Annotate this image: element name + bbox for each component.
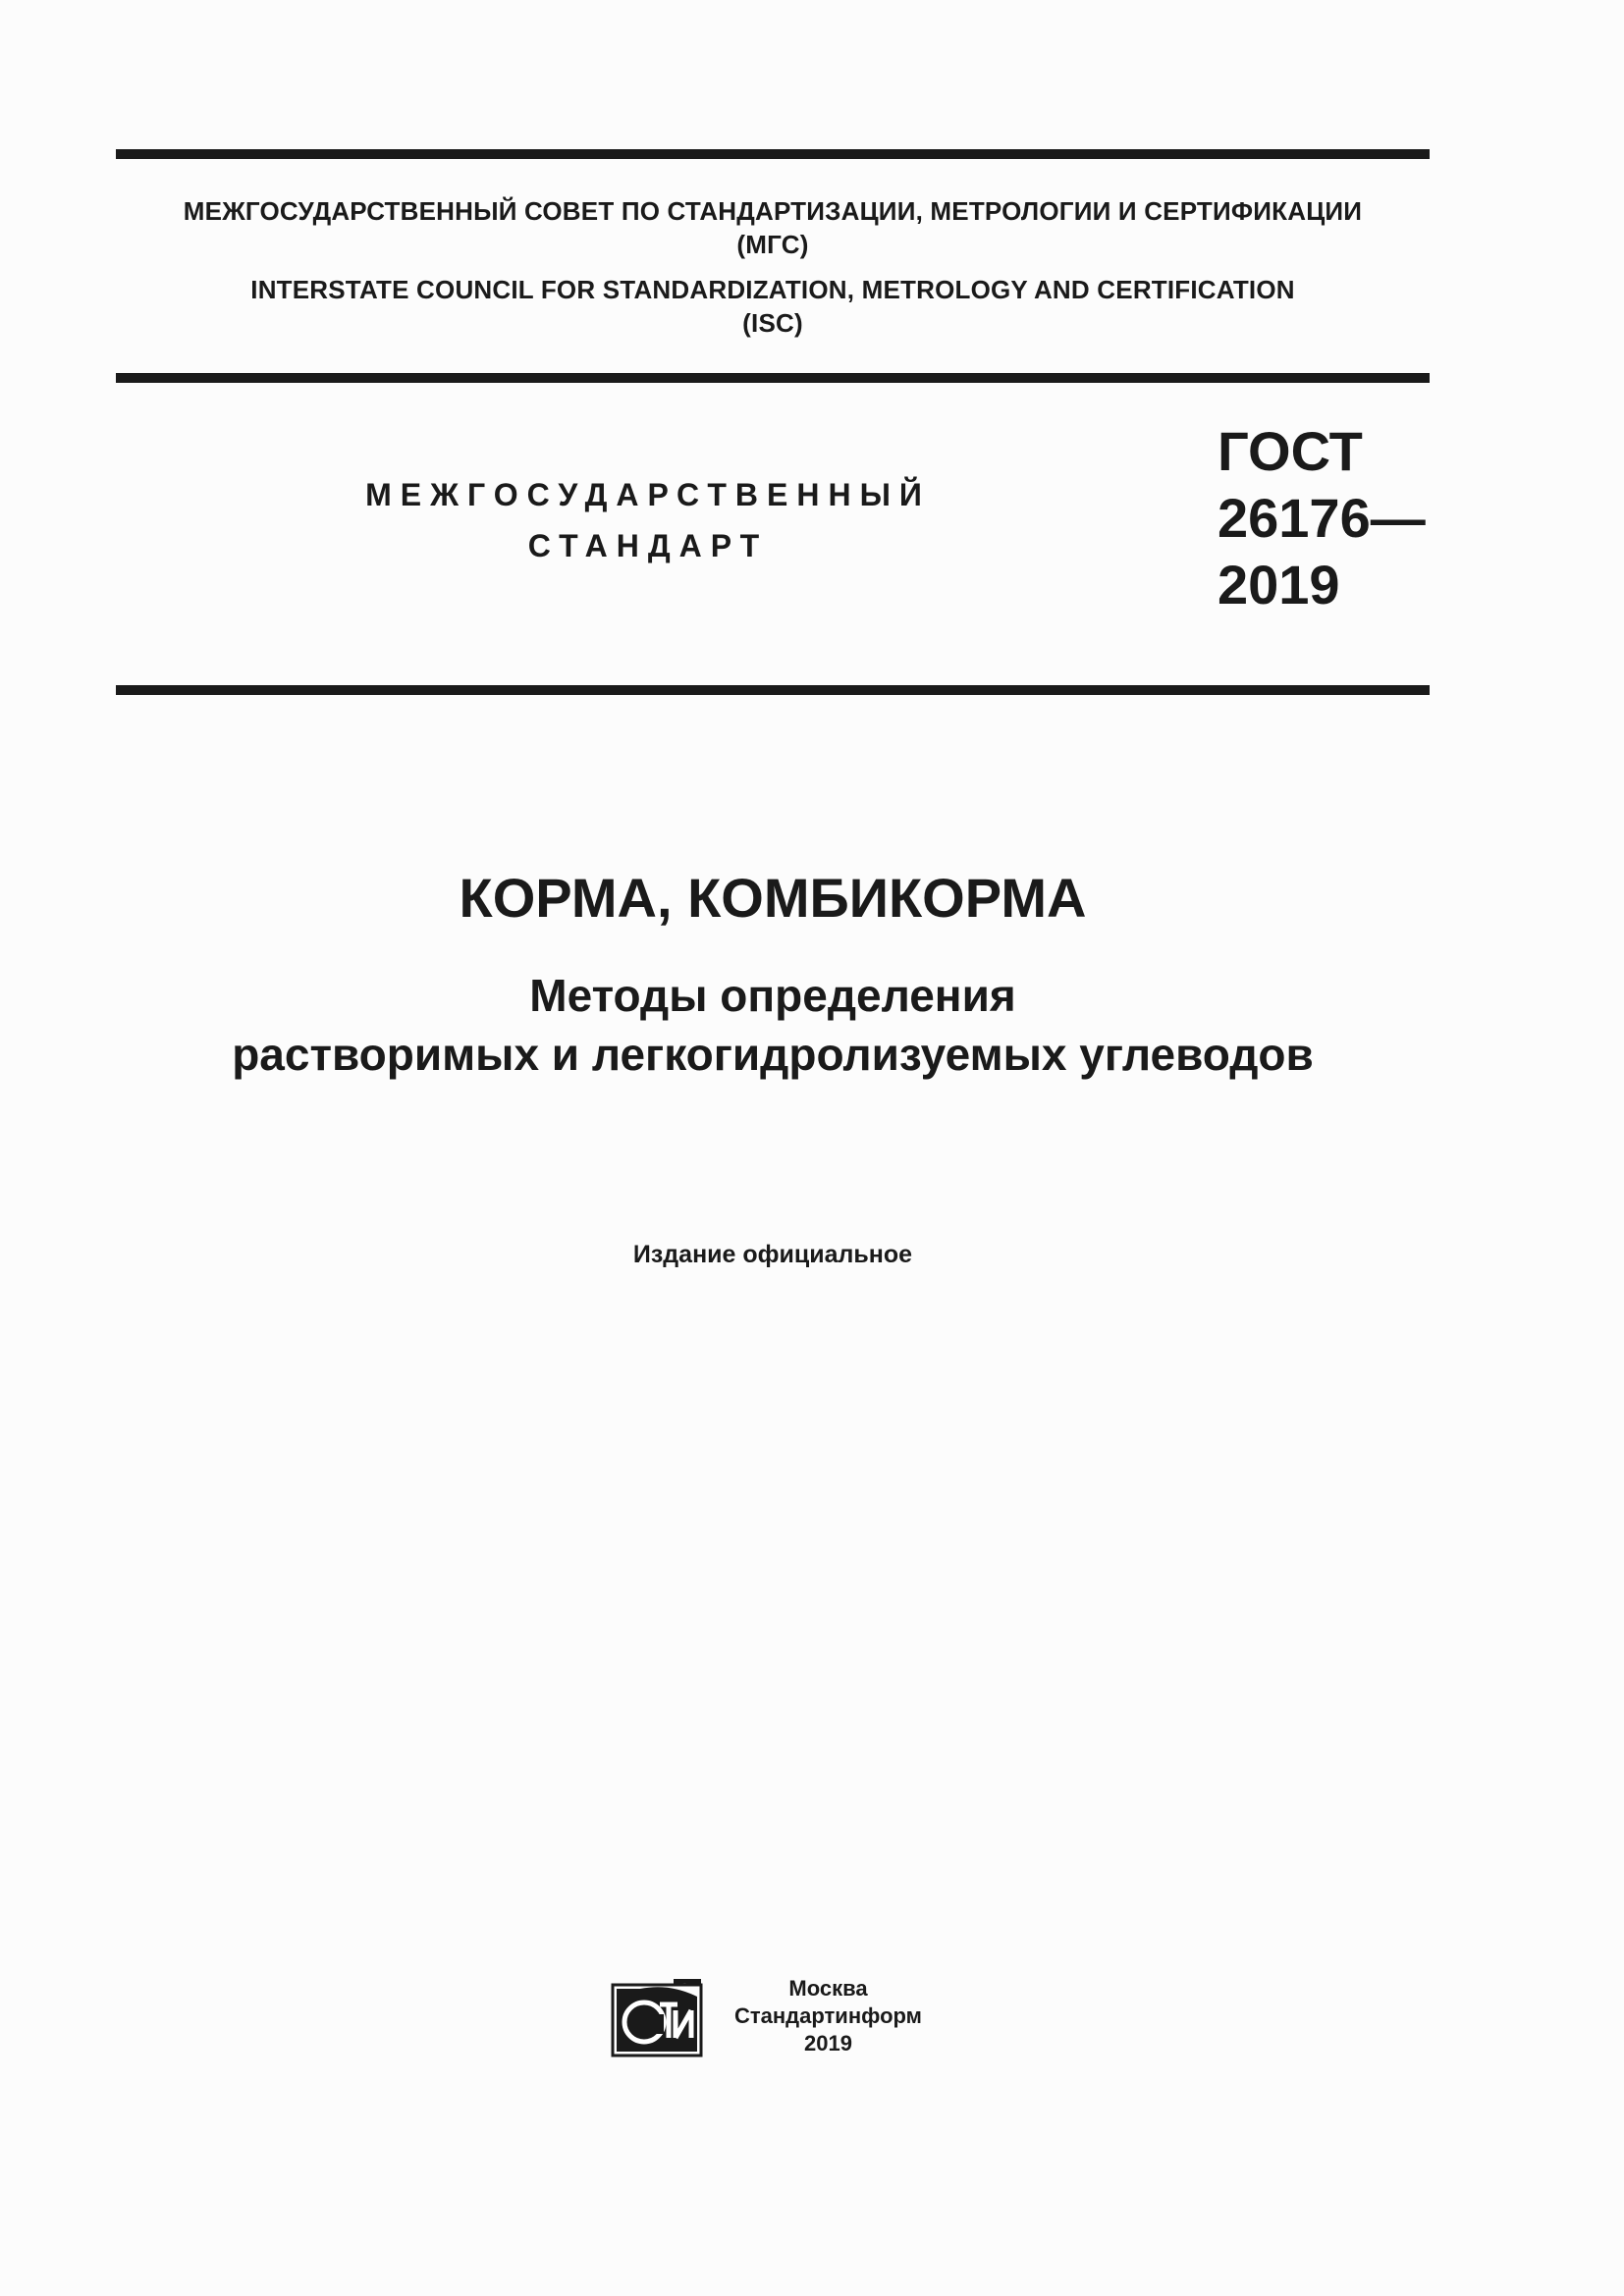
subtitle-line1: Методы определения (529, 970, 1016, 1021)
publisher-text (734, 1975, 922, 2057)
document-title: КОРМА, КОМБИКОРМА (459, 867, 1087, 929)
standartinform-logo-icon (611, 1975, 705, 2057)
document-subtitle (116, 966, 1430, 1084)
publisher-year: 2019 (804, 2031, 852, 2056)
gost-label: ГОСТ (1218, 420, 1363, 482)
bottom-divider (116, 685, 1430, 695)
gost-year: 2019 (1218, 554, 1340, 615)
publisher-block (611, 1975, 922, 2057)
council-en-abbr: (ISC) (742, 308, 803, 338)
publisher-name: Стандартинформ (734, 2003, 922, 2028)
gost-designation (1218, 418, 1426, 618)
council-ru-abbr: (МГС) (736, 230, 809, 259)
standard-type (295, 469, 1001, 571)
middle-divider (116, 373, 1430, 383)
council-block (116, 194, 1430, 340)
subtitle-line2: растворимых и легкогидролизуемых углеводов (232, 1029, 1314, 1080)
top-divider (116, 149, 1430, 159)
edition-label: Издание официальное (632, 1241, 913, 1268)
council-en: INTERSTATE COUNCIL FOR STANDARDIZATION, METROLOGY AND CERTIFICATION (250, 275, 1295, 304)
standard-type-line1: МЕЖГОСУДАРСТВЕННЫЙ (365, 477, 931, 512)
council-ru: МЕЖГОСУДАРСТВЕННЫЙ СОВЕТ ПО СТАНДАРТИЗАЦИИ, МЕТРОЛОГИИ И СЕРТИФИКАЦИИ (183, 196, 1363, 226)
gost-number: 26176— (1218, 487, 1426, 549)
publisher-city: Москва (788, 1976, 868, 2001)
standard-type-line2: СТАНДАРТ (527, 528, 769, 563)
